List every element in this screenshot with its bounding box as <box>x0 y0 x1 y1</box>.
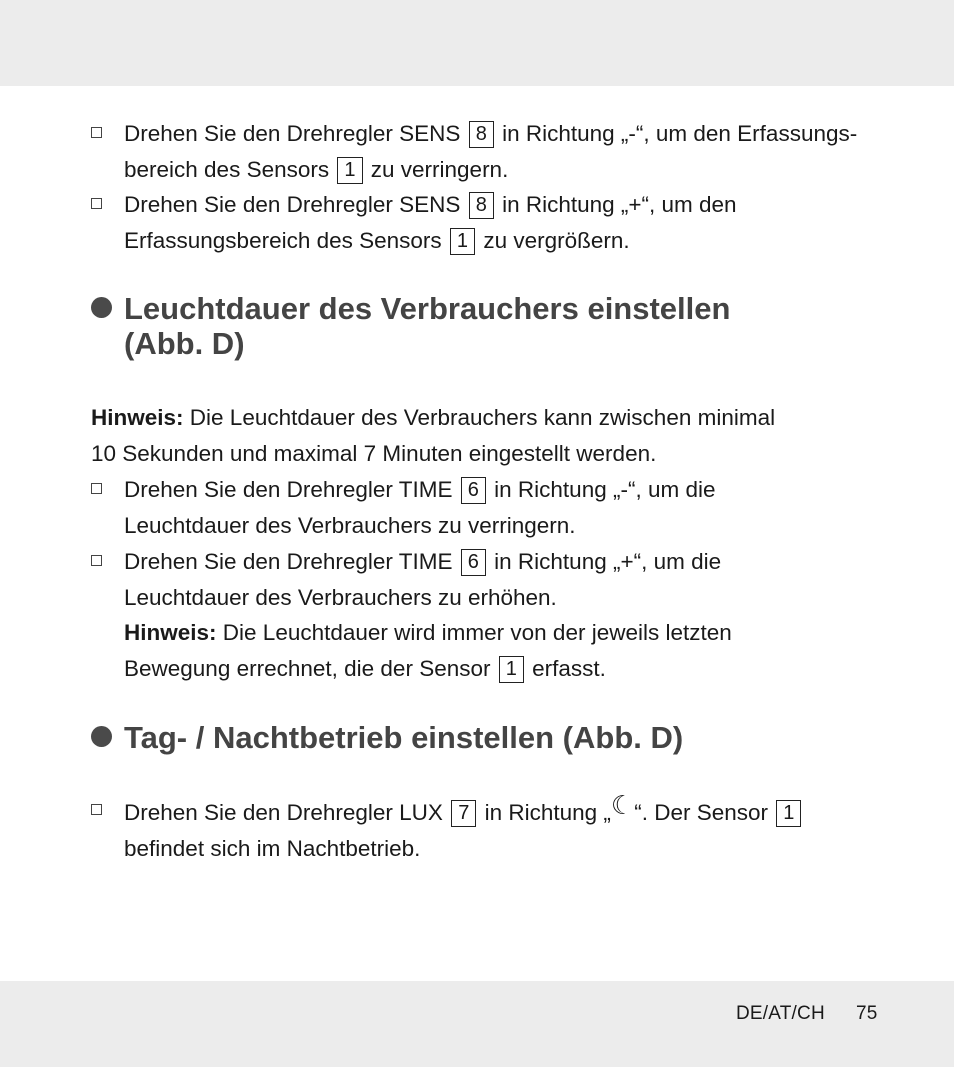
header-band <box>0 0 954 86</box>
list-item-text: Drehen Sie den Drehregler SENS 8 in Richtung „+“, um den Erfassungsbereich des Sensors 1 zu vergrößern. <box>124 192 737 253</box>
page-number: 75 <box>856 1003 878 1024</box>
ref-number: 6 <box>461 477 486 504</box>
ref-number: 8 <box>469 192 494 219</box>
checkbox-icon <box>91 555 102 566</box>
checkbox-icon <box>91 804 102 815</box>
checkbox-icon <box>91 198 102 209</box>
list-item-text: Drehen Sie den Drehregler TIME 6 in Richtung „+“, um die Leuchtdauer des Verbrauchers zu erhöhen. <box>124 549 722 610</box>
note-text: 10 Sekunden und maximal 7 Minuten eingestellt werden. <box>91 441 657 466</box>
heading-line: Tag- / Nachtbetrieb einstellen (Abb. D) <box>124 720 684 755</box>
list-item-text: Drehen Sie den Drehregler LUX 7 in Richtung „☾“. Der Sensor 1 befindet sich im Nachtbetrieb. <box>124 793 886 867</box>
heading-line: Leuchtdauer des Verbrauchers einstellen <box>124 291 731 326</box>
note-text: erfasst. <box>532 656 606 681</box>
note-label: Hinweis: <box>124 620 217 645</box>
footer-region: DE/AT/CH <box>736 1003 825 1024</box>
ref-number: 1 <box>337 157 362 184</box>
heading-line: (Abb. D) <box>124 326 245 361</box>
checkbox-icon <box>91 483 102 494</box>
list-item-text: Drehen Sie den Drehregler TIME 6 in Richtung „-“, um die Leuchtdauer des Verbrauchers zu verringern. <box>124 477 716 538</box>
note-text: Bewegung errechnet, die der Sensor <box>124 656 491 681</box>
note-text: Die Leuchtdauer des Verbrauchers kann zwischen minimal <box>189 405 776 430</box>
note-paragraph <box>91 400 891 472</box>
section-heading <box>91 291 891 361</box>
bullet-dot-icon <box>91 726 112 747</box>
bullet-dot-icon <box>91 297 112 318</box>
ref-number: 1 <box>776 800 801 827</box>
ref-number: 6 <box>461 549 486 576</box>
checkbox-icon <box>91 127 102 138</box>
list-item <box>91 544 886 616</box>
note-text: Die Leuchtdauer wird immer von der jeweils letzten <box>222 620 732 645</box>
list-item <box>91 472 886 544</box>
ref-number: 1 <box>450 228 475 255</box>
list-item <box>91 187 886 259</box>
list-item <box>91 116 886 188</box>
list-item <box>91 790 886 867</box>
note-label: Hinweis: <box>91 405 184 430</box>
ref-number: 1 <box>499 656 524 683</box>
moon-icon: ☾ <box>610 790 635 820</box>
note-paragraph <box>124 615 884 687</box>
section-heading <box>91 720 891 755</box>
ref-number: 8 <box>469 121 494 148</box>
list-item-text: Drehen Sie den Drehregler SENS 8 in Richtung „-“, um den Erfassungs- bereich des Sensors 1 zu verringern. <box>124 121 858 182</box>
ref-number: 7 <box>451 800 476 827</box>
